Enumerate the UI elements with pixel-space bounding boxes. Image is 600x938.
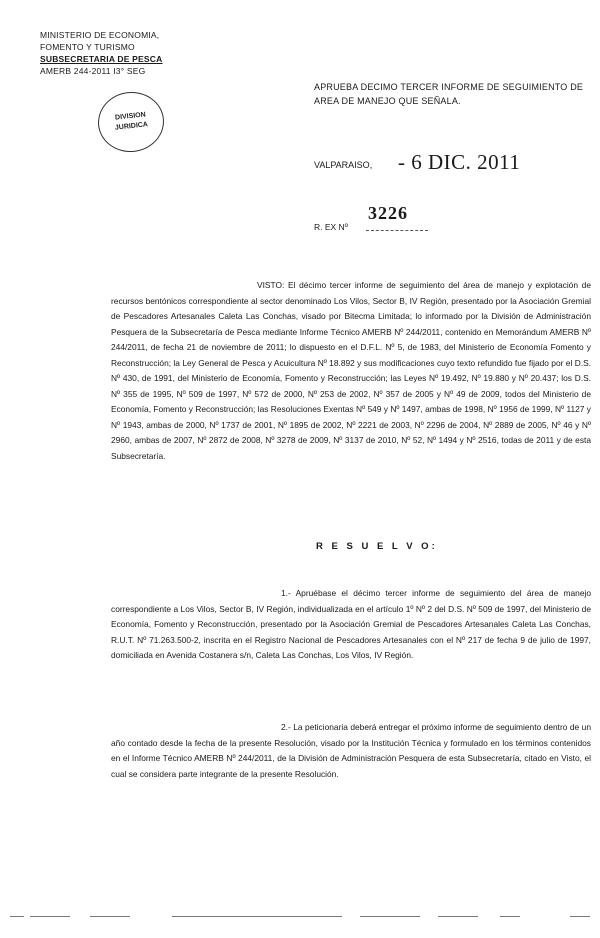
ministry-line-1: MINISTERIO DE ECONOMIA, [40,30,160,40]
scan-artifact [90,916,130,917]
stamp-line-2: JURIDICA [114,121,149,132]
resolution-number: 3226 [368,203,408,223]
division-juridica-stamp [95,89,167,156]
ministry-line-2: FOMENTO Y TURISMO [40,42,135,52]
subsecretaria-line: SUBSECRETARIA DE PESCA [40,54,163,64]
scan-artifact [10,916,24,917]
scan-artifact [30,916,70,917]
resolution-number-underline [366,230,428,231]
visto-paragraph [111,278,591,464]
scan-artifact [570,916,590,917]
resolution-item-1 [111,586,591,664]
place-label: VALPARAISO, [314,160,373,170]
scan-artifact [500,916,520,917]
resolution-subject: APRUEBA DECIMO TERCER INFORME DE SEGUIMIENTO DE AREA DE MANEJO QUE SEÑALA. [314,82,584,106]
scan-artifact [360,916,420,917]
item-1-text: 1.- Apruébase el décimo tercer informe de seguimiento del área de manejo correspondiente a Los Vilos, Sector B, IV Región, individualizada en el artículo 1º Nº 2 del D.S. Nº 509 de 1997, del Ministerio de Economía, Fomento y Reconstrucción, presentado por la Asociación Gremial de Pescadores Artesanales Caleta Las Conchas, R.U.T. Nº 71.263.500-2, inscrita en el Registro Nacional de Pescadores Artesanales con el Nº 217 de fecha 9 de julio de 1997, domiciliada en Avenida Costanera s/n, Caleta Las Conchas, Los Vilos, IV Región. [111,588,591,660]
item-2-text: 2.- La peticionaria deberá entregar el próximo informe de seguimiento dentro de un año contado desde la fecha de la presente Resolución, visado por la Institución Técnica y formulado en los términos contenidos en el Informe Técnico AMERB Nº 244/2011, de la División de Administración Pesquera de esta Subsecretaría, citado en Visto, el cual se considera parte integrante de la presente Resolución. [111,722,591,779]
resuelvo-heading: R E S U E L V O: [316,541,438,552]
date-stamp: - 6 DIC. 2011 [398,150,521,174]
amerb-reference: AMERB 244-2011 I3° SEG [40,66,146,76]
resolution-item-2 [111,720,591,782]
scan-artifact [172,916,342,917]
scan-artifact [438,916,478,917]
stamp-line-1: DIVISION [114,111,147,122]
visto-text: VISTO: El décimo tercer informe de seguimiento del área de manejo y explotación de recursos bentónicos correspondiente al sector denominado Los Vilos, Sector B, IV Región, presentado por la Asociación Gremial de Pescadores Artesanales Caleta Las Conchas, visado por Bitecma Limitada; lo informado por la División de Administración Pesquera de la Subsecretaría de Pesca mediante Informe Técnico AMERB Nº 244/2011, contenido en Memorándum AMERB Nº 244/2011, de fecha 21 de noviembre de 2011; lo dispuesto en el D.F.L. Nº 5, de 1983, del Ministerio de Economía Fomento y Reconstrucción; la Ley General de Pesca y Acuicultura Nº 18.892 y sus modificaciones cuyo texto refundido fue fijado por el D.S. Nº 430, de 1991, del Ministerio de Economía, Fomento y Reconstrucción; las Leyes Nº 19.492, Nº 19.880 y Nº 20.437; los D.S. Nº 355 de 1995, Nº 509 de 1997, Nº 572 de 2000, Nº 253 de 2002, Nº 357 de 2005 y Nº 49 de 2009, todos del Ministerio de Economía, Fomento y Reconstrucción; las Resoluciones Exentas Nº 549 y Nº 1497, ambas de 1998, Nº 1956 de 1999, Nº 1127 y Nº 1943, ambas de 2000, Nº 1737 de 2001, Nº 1895 de 2002, Nº 2221 de 2003, Nº 2296 de 2004, Nº 2889 de 2005, Nº 46 y Nº 2960, ambas de 2007, Nº 2872 de 2008, Nº 3278 de 2009, Nº 3137 de 2010, Nº 52, Nº 1494 y Nº 2516, todas de 2011 y de esta Subsecretaría. [111,280,591,461]
resolution-number-label: R. EX Nº [314,222,348,232]
